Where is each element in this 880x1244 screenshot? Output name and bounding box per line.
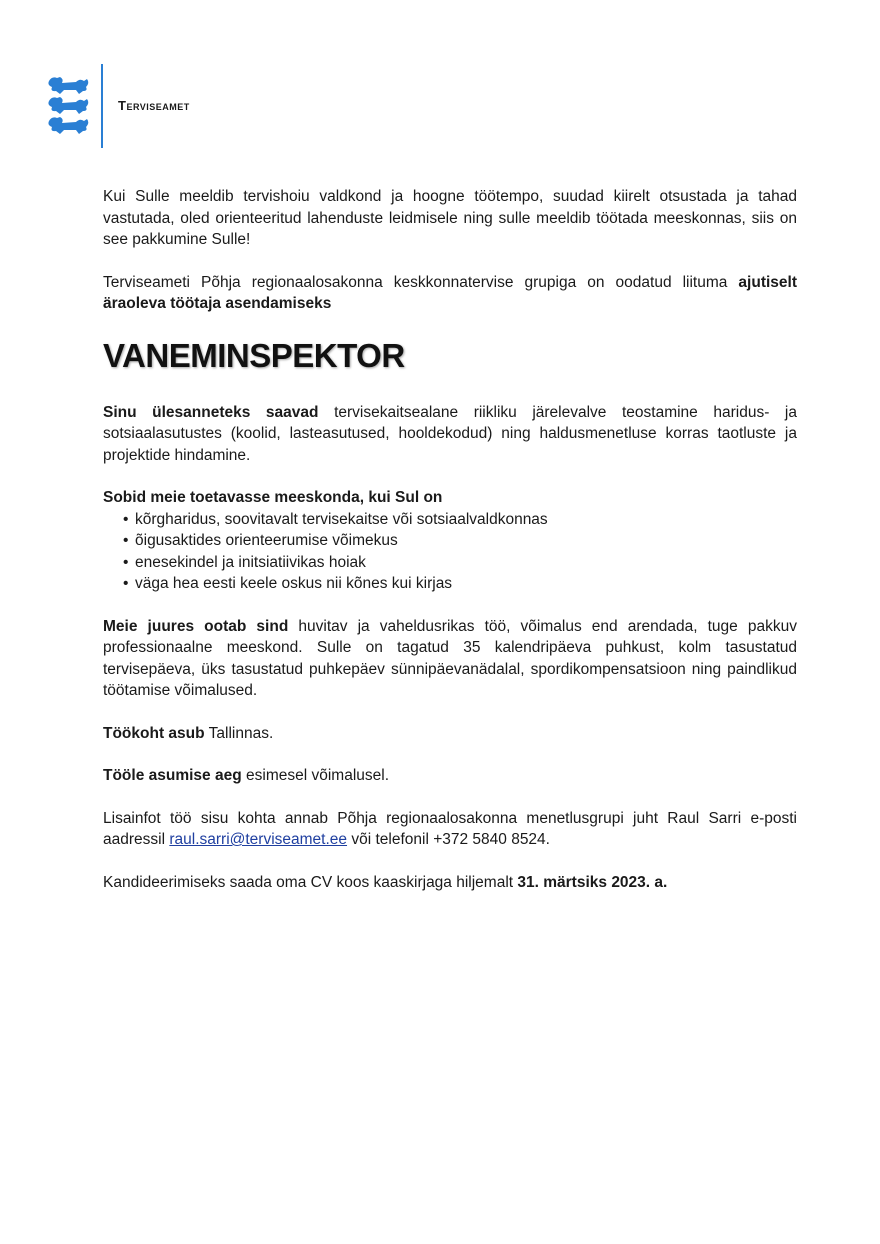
location-bold: Töökoht asub xyxy=(103,724,205,742)
list-item: • väga hea eesti keele oskus nii kõnes kui kirjas xyxy=(123,573,797,595)
recruit-paragraph xyxy=(103,272,797,315)
offer-text: huvitav ja vaheldusrikas töö, võimalus end arendada, tuge pakkuv professionaalne meeskond. Sulle on tagatud 35 kalendripäeva puhkust, kolm tasustatud tervisepäeva, üks tasustatud puhkepäev sünnipäevanädalal, spordikompensatsioon ning paindlikud töötamise võimalused. xyxy=(103,617,797,699)
list-item: • õigusaktides orienteerumise võimekus xyxy=(123,530,797,552)
apply-text: Kandideerimiseks saada oma CV koos kaaskirjaga hiljemalt xyxy=(103,873,518,891)
duties-text: tervisekaitsealane riikliku järelevalve teostamine haridus- ja sotsiaalasutustes (koolid, lasteasutused, hooldekodud) ning haldusmenetluse korras taotluste ja projektide hindamine. xyxy=(103,403,797,464)
duties-paragraph xyxy=(103,402,797,467)
start-text: esimesel võimalusel. xyxy=(241,767,390,784)
email-link[interactable]: raul.sarri@terviseamet.ee xyxy=(169,831,348,848)
requirements-heading: Sobid meie toetavasse meeskonda, kui Sul on xyxy=(103,489,443,506)
start-bold: Tööle asumise aeg xyxy=(103,767,242,784)
header-divider xyxy=(101,64,103,148)
contact-paragraph xyxy=(103,808,797,851)
list-item: • kõrgharidus, soovitavalt tervisekaitse või sotsiaalvaldkonnas xyxy=(123,509,797,531)
contact-text-before: Lisainfot töö sisu kohta annab Põhja regionaalosakonna menetlusgrupi juht Raul Sarri e-posti aadressil xyxy=(103,809,797,848)
offer-paragraph xyxy=(103,616,797,702)
duties-bold: Sinu ülesanneteks saavad xyxy=(103,403,319,421)
list-item: • enesekindel ja initsiatiivikas hoiak xyxy=(123,552,797,574)
offer-bold: Meie juures ootab sind xyxy=(103,617,289,635)
coat-of-arms-icon xyxy=(46,75,90,135)
job-title: VANEMINSPEKTOR xyxy=(103,336,405,374)
recruit-text: Terviseameti Põhja regionaalosakonna keskkonnatervise grupiga on oodatud liituma xyxy=(103,273,739,291)
location-paragraph xyxy=(103,723,797,745)
lion-bottom xyxy=(48,117,88,134)
intro-paragraph: Kui Sulle meeldib tervishoiu valdkond ja hoogne töötempo, suudad kiirelt otsustada ja tahad vastutada, oled orienteeritud lahenduste leidmisele ning sulle meeldib töötada meeskonnas, siis on see pakkumine Sulle! xyxy=(103,188,797,248)
lion-middle xyxy=(48,97,88,114)
agency-name: Terviseamet xyxy=(118,98,190,113)
apply-paragraph xyxy=(103,872,797,894)
document-body xyxy=(103,186,797,914)
requirements-list xyxy=(103,509,797,595)
contact-text-after: või telefonil +372 5840 8524. xyxy=(347,831,550,848)
start-paragraph xyxy=(103,765,797,787)
apply-deadline: 31. märtsiks 2023. a. xyxy=(517,873,668,891)
recruit-bold: ajutiselt äraoleva töötaja asendamiseks xyxy=(103,273,797,312)
lion-top xyxy=(48,77,88,94)
location-text: Tallinnas. xyxy=(204,724,274,742)
